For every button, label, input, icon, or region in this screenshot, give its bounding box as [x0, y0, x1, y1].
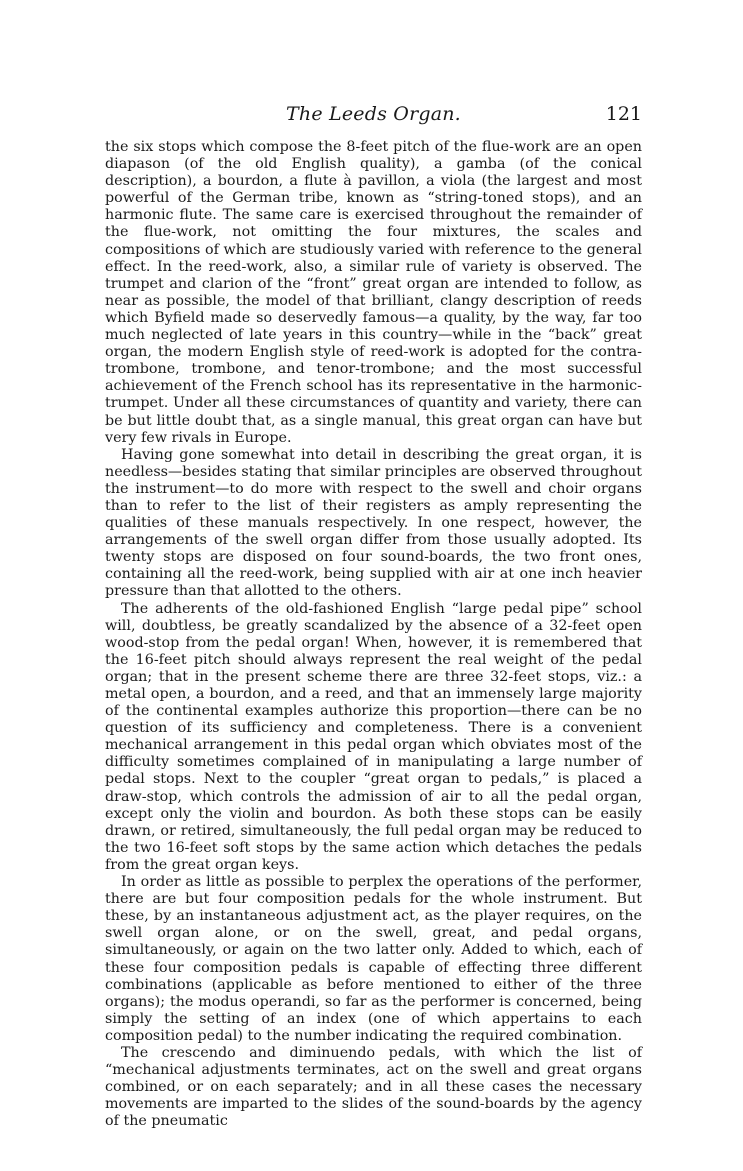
running-title: The Leeds Organ. [286, 103, 461, 125]
page-number: 121 [605, 103, 642, 125]
paragraph-5: The crescendo and diminuendo pedals, with which the list of “mechanical adjustments terminates, act on the swell and great organs combined, or on each separately; and in all these cases the necessary movements are imparted to the slides of the sound-boards by the agency of the pneumatic [105, 1044, 642, 1130]
paragraph-2: Having gone somewhat into detail in describing the great organ, it is needless—besides stating that similar principles are observed throughout the instrument—to do more with respect to the swell and choir organs than to refer to the list of their registers as amply representing the qualities of these manuals respectively. In one respect, however, the arrangements of the swell organ differ from those usually adopted. Its twenty stops are disposed on four sound-boards, the two front ones, containing all the reed-work, being supplied with air at one inch heavier pressure than that allotted to the others. [105, 446, 642, 600]
paragraph-1: the six stops which compose the 8-feet pitch of the flue-work are an open diapason (of the old English quality), a gamba (of the conical description), a bourdon, a flute à pavillon, a viola (the largest and most powerful of the German tribe, known as “string-toned stops), and an harmonic flute. The same care is exercised throughout the remainder of the flue-work, not omitting the four mixtures, the scales and compositions of which are studiously varied with reference to the general effect. In the reed-work, also, a similar rule of variety is observed. The trumpet and clarion of the “front” great organ are intended to follow, as near as possible, the model of that brilliant, clangy description of reeds which Byfield made so deservedly famous—a quality, by the way, far too much neglected of late years in this country—while in the “back” great organ, the modern English style of reed-work is adopted for the contra-trombone, trombone, and tenor-trombone; and the most successful achievement of the French school has its representative in the harmonic-trumpet. Under all these circumstances of quantity and variety, there can be but little doubt that, as a single manual, this great organ can have but very few rivals in Europe. [105, 139, 642, 446]
body-text [105, 139, 642, 1130]
paragraph-3: The adherents of the old-fashioned English “large pedal pipe” school will, doubtless, be greatly scandalized by the absence of a 32-feet open wood-stop from the pedal organ! When, however, it is remembered that the 16-feet pitch should always represent the real weight of the pedal organ; that in the present scheme there are three 32-feet stops, viz.: a metal open, a bourdon, and a reed, and that an immensely large majority of the continental examples authorize this proportion—there can be no question of its sufficiency and completeness. There is a convenient mechanical arrangement in this pedal organ which obviates most of the difficulty sometimes complained of in manipulating a large number of pedal stops. Next to the coupler “great organ to pedals,” is placed a draw-stop, which controls the admission of air to all the pedal organ, except only the violin and bourdon. As both these stops can be easily drawn, or retired, simultaneously, the full pedal organ may be reduced to the two 16-feet soft stops by the same action which detaches the pedals from the great organ keys. [105, 600, 642, 873]
paragraph-4: In order as little as possible to perplex the operations of the performer, there are but four composition pedals for the whole instrument. But these, by an instantaneous adjustment act, as the player requires, on the swell organ alone, or on the swell, great, and pedal organs, simultaneously, or again on the two latter only. Added to which, each of these four composition pedals is capable of effecting three different combinations (applicable as before mentioned to either of the three organs); the modus operandi, so far as the performer is concerned, being simply the setting of an index (one of which appertains to each composition pedal) to the number indicating the required combination. [105, 874, 642, 1044]
running-header [105, 103, 642, 129]
